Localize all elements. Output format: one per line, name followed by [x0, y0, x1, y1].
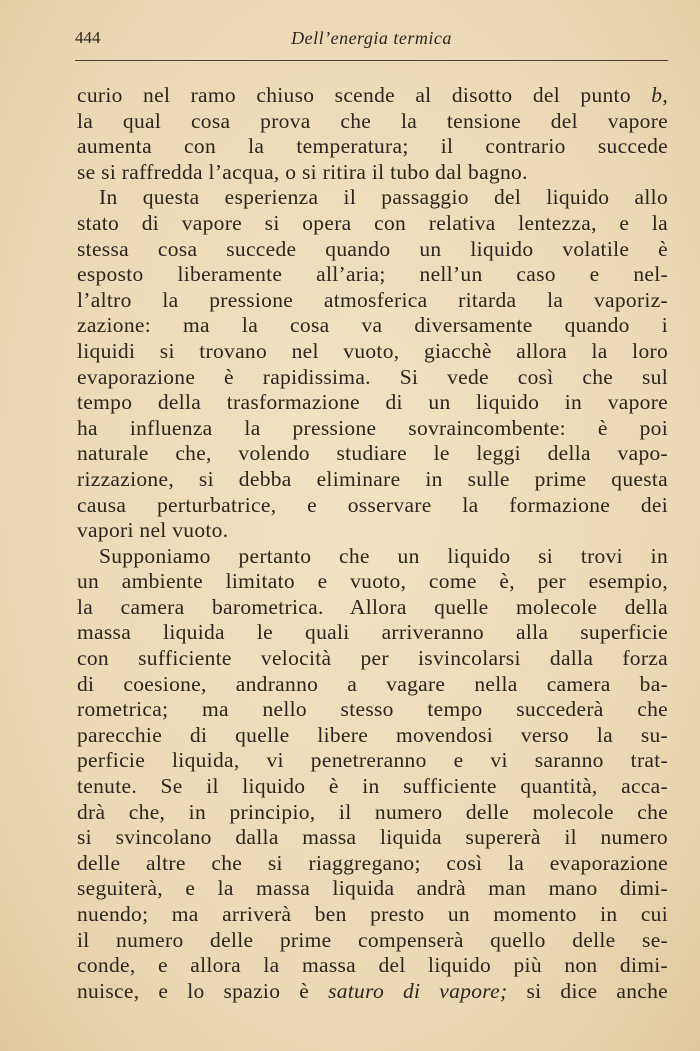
text-segment: il numero delle prime compenserà quello delle se- [77, 927, 668, 952]
text-line [77, 493, 668, 519]
text-segment: stato di vapore si opera con relativa lentezza, e la [77, 210, 668, 235]
text-line [77, 288, 668, 314]
running-title: Dell’energia termica [291, 28, 452, 48]
text-line [77, 185, 668, 211]
text-line [77, 160, 668, 186]
text-line [77, 723, 668, 749]
body-text [77, 83, 668, 1004]
text-line [77, 365, 668, 391]
text-segment: se si raffredda l’acqua, o si ritira il tubo dal bagno. [77, 159, 528, 184]
text-segment: evaporazione è rapidissima. Si vede così che sul [77, 364, 668, 389]
text-line [77, 595, 668, 621]
text-line [77, 646, 668, 672]
text-line [77, 416, 668, 442]
text-segment: rizzazione, si debba eliminare in sulle prime questa [77, 466, 668, 491]
text-segment: l’altro la pressione atmosferica ritarda la vaporiz- [77, 287, 668, 312]
text-segment: delle altre che si riaggregano; così la evaporazione [77, 850, 668, 875]
text-segment: Supponiamo pertanto che un liquido si trovi in [99, 543, 668, 568]
text-segment: perficie liquida, vi penetreranno e vi saranno trat- [77, 748, 668, 773]
text-line [77, 953, 668, 979]
text-line [77, 262, 668, 288]
text-segment: curio nel ramo chiuso scende al disotto del punto [77, 83, 652, 107]
text-line [77, 748, 668, 774]
text-line [77, 237, 668, 263]
text-line [77, 83, 668, 109]
text-segment: la qual cosa prova che la tensione del vapore [77, 108, 668, 133]
text-segment: tempo della trasformazione di un liquido in vapore [77, 390, 668, 415]
text-line [77, 697, 668, 723]
text-segment: rometrica; ma nello stesso tempo succederà che [77, 697, 668, 722]
text-line [77, 800, 668, 826]
text-line [77, 979, 668, 1005]
text-segment: naturale che, volendo studiare le leggi della vapo- [77, 441, 668, 466]
text-segment: stessa cosa succede quando un liquido volatile è [77, 236, 668, 261]
text-segment: esposto liberamente all’aria; nell’un caso e nel- [77, 262, 668, 287]
text-segment: nuisce, e lo spazio è [77, 978, 329, 1003]
text-line [77, 851, 668, 877]
text-line [77, 774, 668, 800]
text-segment: conde, e allora la massa del liquido più non dimi- [77, 953, 668, 978]
text-segment: di coesione, andranno a vagare nella camera ba- [77, 671, 668, 696]
text-segment: si svincolano dalla massa liquida supererà il numero [77, 825, 668, 850]
text-line [77, 134, 668, 160]
text-segment: zazione: ma la cosa va diversamente quando i [77, 313, 668, 338]
text-line [77, 441, 668, 467]
text-segment: nuendo; ma arriverà ben presto un momento in cui [77, 902, 668, 926]
text-segment: ha influenza la pressione sovraincombente: è poi [77, 415, 668, 440]
text-line [77, 902, 668, 928]
text-line [77, 928, 668, 954]
text-line [77, 569, 668, 595]
text-segment: seguiterà, e la massa liquida andrà man mano dimi- [77, 876, 668, 901]
text-segment: aumenta con la temperatura; il contrario succede [77, 134, 668, 159]
text-line [77, 518, 668, 544]
text-segment: vapori nel vuoto. [77, 518, 229, 543]
text-segment: con sufficiente velocità per isvincolarsi dalla forza [77, 646, 668, 671]
text-line [77, 339, 668, 365]
text-segment: In questa esperienza il passaggio del liquido allo [99, 185, 668, 210]
text-segment: si dice anche [507, 978, 669, 1003]
text-segment: parecchie di quelle libere movendosi verso la su- [77, 722, 668, 747]
text-segment: un ambiente limitato e vuoto, come è, per esempio, [77, 569, 668, 594]
page-header [75, 28, 668, 54]
header-rule [75, 60, 668, 61]
text-line [77, 467, 668, 493]
text-line [77, 211, 668, 237]
text-segment: causa perturbatrice, e osservare la formazione dei [77, 492, 668, 517]
italic-text: saturo di vapore; [328, 978, 508, 1003]
text-line [77, 876, 668, 902]
text-line [77, 109, 668, 135]
text-segment: la camera barometrica. Allora quelle molecole della [77, 594, 668, 619]
text-line [77, 390, 668, 416]
text-segment: tenute. Se il liquido è in sufficiente quantità, acca- [77, 774, 668, 799]
page-number: 444 [75, 28, 101, 47]
text-line [77, 620, 668, 646]
text-segment: massa liquida le quali arriveranno alla superficie [77, 620, 668, 645]
text-line [77, 825, 668, 851]
text-segment: drà che, in principio, il numero delle molecole che [77, 799, 668, 824]
text-segment: liquidi si trovano nel vuoto, giacchè allora la loro [77, 338, 668, 363]
italic-text: b [651, 83, 663, 107]
text-line [77, 313, 668, 339]
text-line [77, 544, 668, 570]
text-segment: , [662, 83, 668, 107]
text-line [77, 672, 668, 698]
